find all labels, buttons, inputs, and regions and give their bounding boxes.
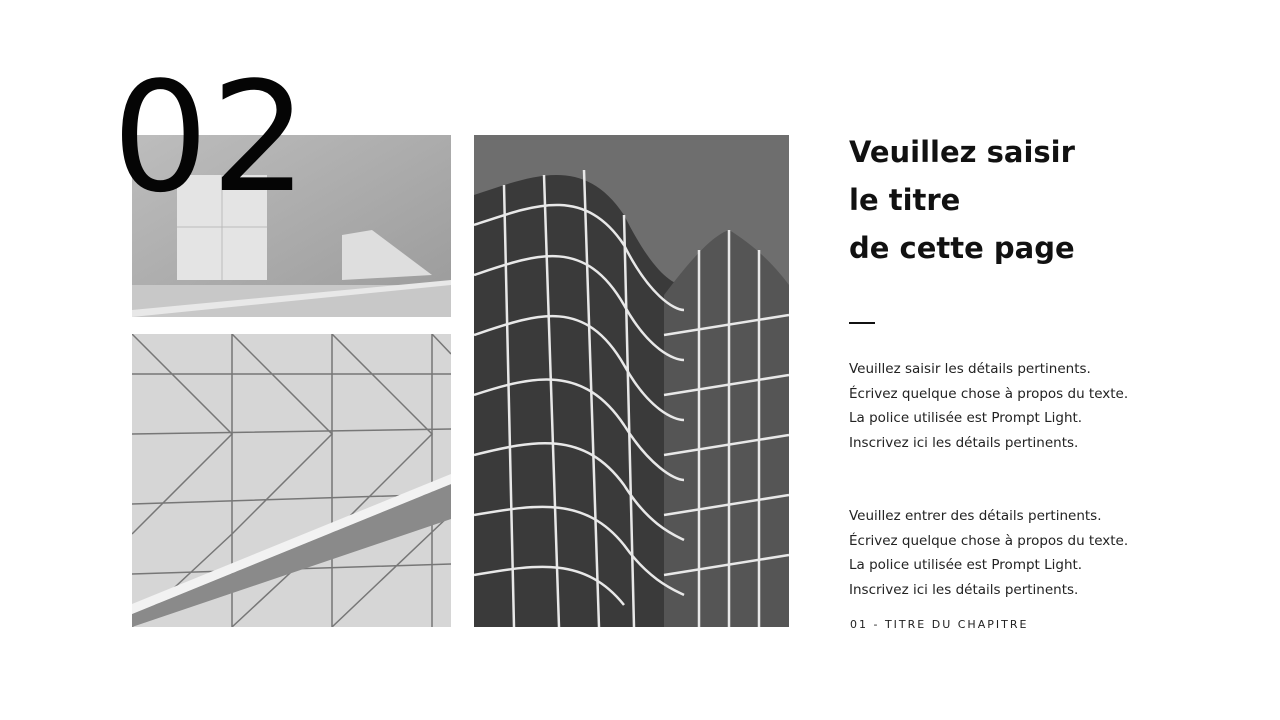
body-paragraph-1: [849, 357, 1128, 455]
text-line: Inscrivez ici les détails pertinents.: [849, 581, 1079, 598]
slide-number: 02: [112, 49, 310, 226]
text-line: Veuillez saisir les détails pertinents.: [849, 361, 1091, 377]
text-line: La police utilisée est Prompt Light.: [849, 410, 1083, 426]
text-line: Écrivez quelque chose à propos du texte.: [849, 385, 1129, 402]
skyscraper-photo: [474, 135, 789, 627]
roof-structure-photo: [132, 334, 451, 627]
title-line: de cette page: [849, 231, 1075, 265]
text-line: Veuillez entrer des détails pertinents.: [849, 508, 1102, 524]
title-line: le titre: [849, 183, 961, 217]
title-line: Veuillez saisir: [849, 135, 1075, 169]
chapter-label: 01 - TITRE DU CHAPITRE: [850, 618, 1029, 631]
text-line: Inscrivez ici les détails pertinents.: [849, 434, 1079, 451]
slide-title: [849, 128, 1075, 272]
text-line: Écrivez quelque chose à propos du texte.: [849, 532, 1129, 549]
body-paragraph-2: [849, 504, 1128, 602]
divider: [849, 322, 875, 324]
text-line: La police utilisée est Prompt Light.: [849, 557, 1083, 573]
